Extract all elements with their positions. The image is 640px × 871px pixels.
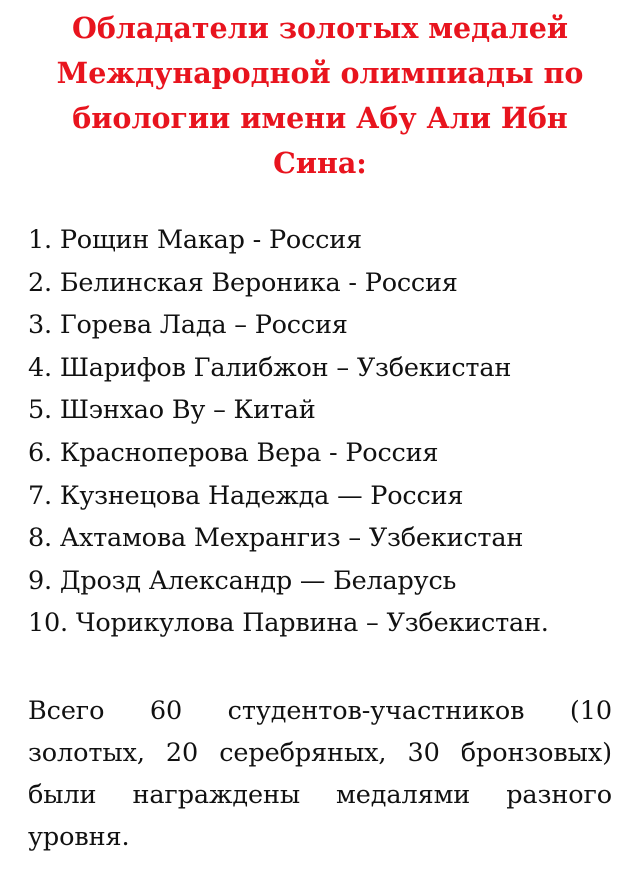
list-item: 3. Горева Лада – Россия — [28, 310, 348, 341]
summary-paragraph: Всего 60 студентов-участников (10 золотых, 20 серебряных, 30 бронзовых) были награждены медалями разного уровня. — [28, 696, 612, 852]
list-item: 8. Ахтамова Мехрангиз – Узбекистан — [28, 523, 524, 554]
list-item: 2. Белинская Вероника - Россия — [28, 267, 458, 298]
list-item: 10. Чорикулова Парвина – Узбекистан. — [28, 608, 549, 639]
list-item: 6. Красноперова Вера - Россия — [28, 437, 439, 468]
list-item: 7. Кузнецова Надежда — Россия — [28, 480, 464, 511]
page-title: Обладатели золотых медалей Международной олимпиады по биологии имени Абу Али Ибн Сина: — [56, 11, 584, 180]
list-item: 4. Шарифов Галибжон – Узбекистан — [28, 352, 512, 383]
list-item: 5. Шэнхао Ву – Китай — [28, 395, 316, 426]
gold-medalists-list — [28, 219, 618, 645]
list-item: 9. Дрозд Александр — Беларусь — [28, 565, 457, 596]
list-item: 1. Рощин Макар - Россия — [28, 225, 362, 255]
